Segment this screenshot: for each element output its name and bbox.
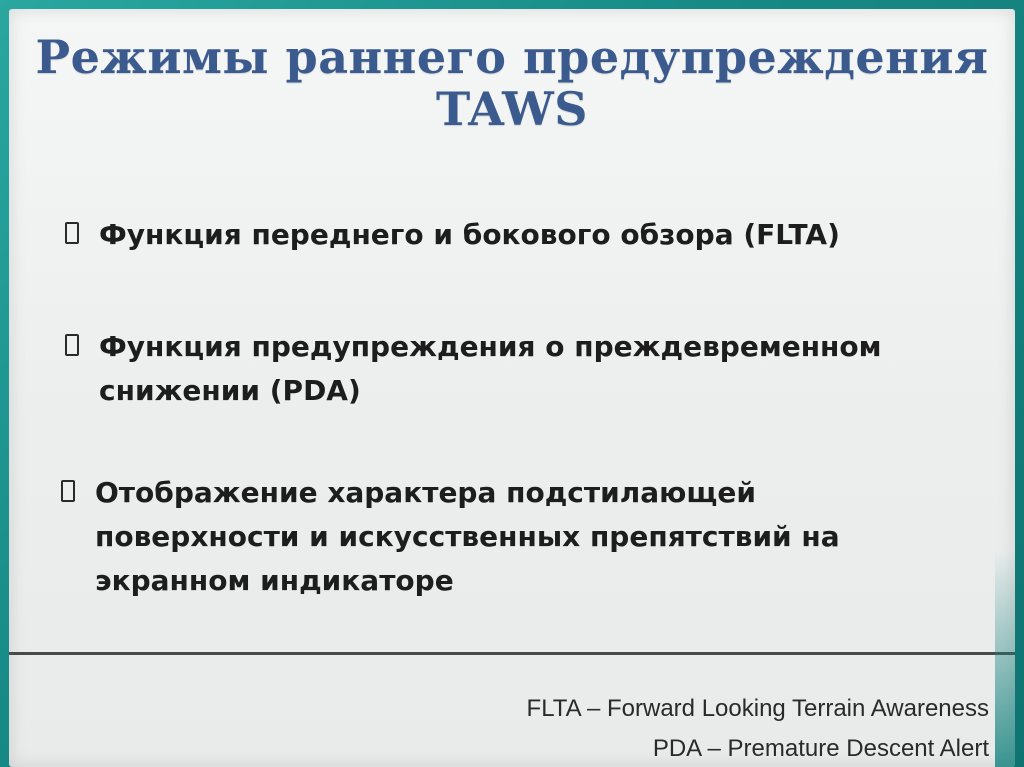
bullet-line: Функция переднего и бокового обзора (FLTA) [99, 218, 840, 251]
title-line-1: Режимы раннего предупреждения [35, 30, 989, 84]
slide [9, 9, 1015, 767]
bullet-box-icon [61, 480, 75, 502]
title-line-2: TAWS [436, 82, 588, 136]
bullet-text [65, 325, 882, 413]
footnote-flta: FLTA – Forward Looking Terrain Awareness [526, 695, 989, 722]
footnote-pda: PDA – Premature Descent Alert [652, 735, 989, 762]
bullet-list [9, 9, 1015, 649]
bullet-box-icon [65, 334, 79, 356]
bullet-box-icon [65, 222, 79, 244]
bullet-text [61, 471, 840, 603]
bullet-line: снижении (PDA) [99, 374, 361, 407]
footer-divider [9, 652, 1015, 655]
footnotes [527, 689, 989, 767]
bullet-line: экранном индикаторе [95, 564, 454, 597]
bullet-item-flta [65, 213, 840, 257]
bullet-line: поверхности и искусственных препятствий на [95, 520, 840, 553]
corner-decoration [995, 549, 1015, 767]
bullet-line: Отображение характера подстилающей [95, 476, 756, 509]
bullet-item-display [61, 471, 840, 603]
bullet-text [65, 213, 840, 257]
bullet-item-pda [65, 325, 882, 413]
bullet-line: Функция предупреждения о преждевременном [99, 330, 882, 363]
